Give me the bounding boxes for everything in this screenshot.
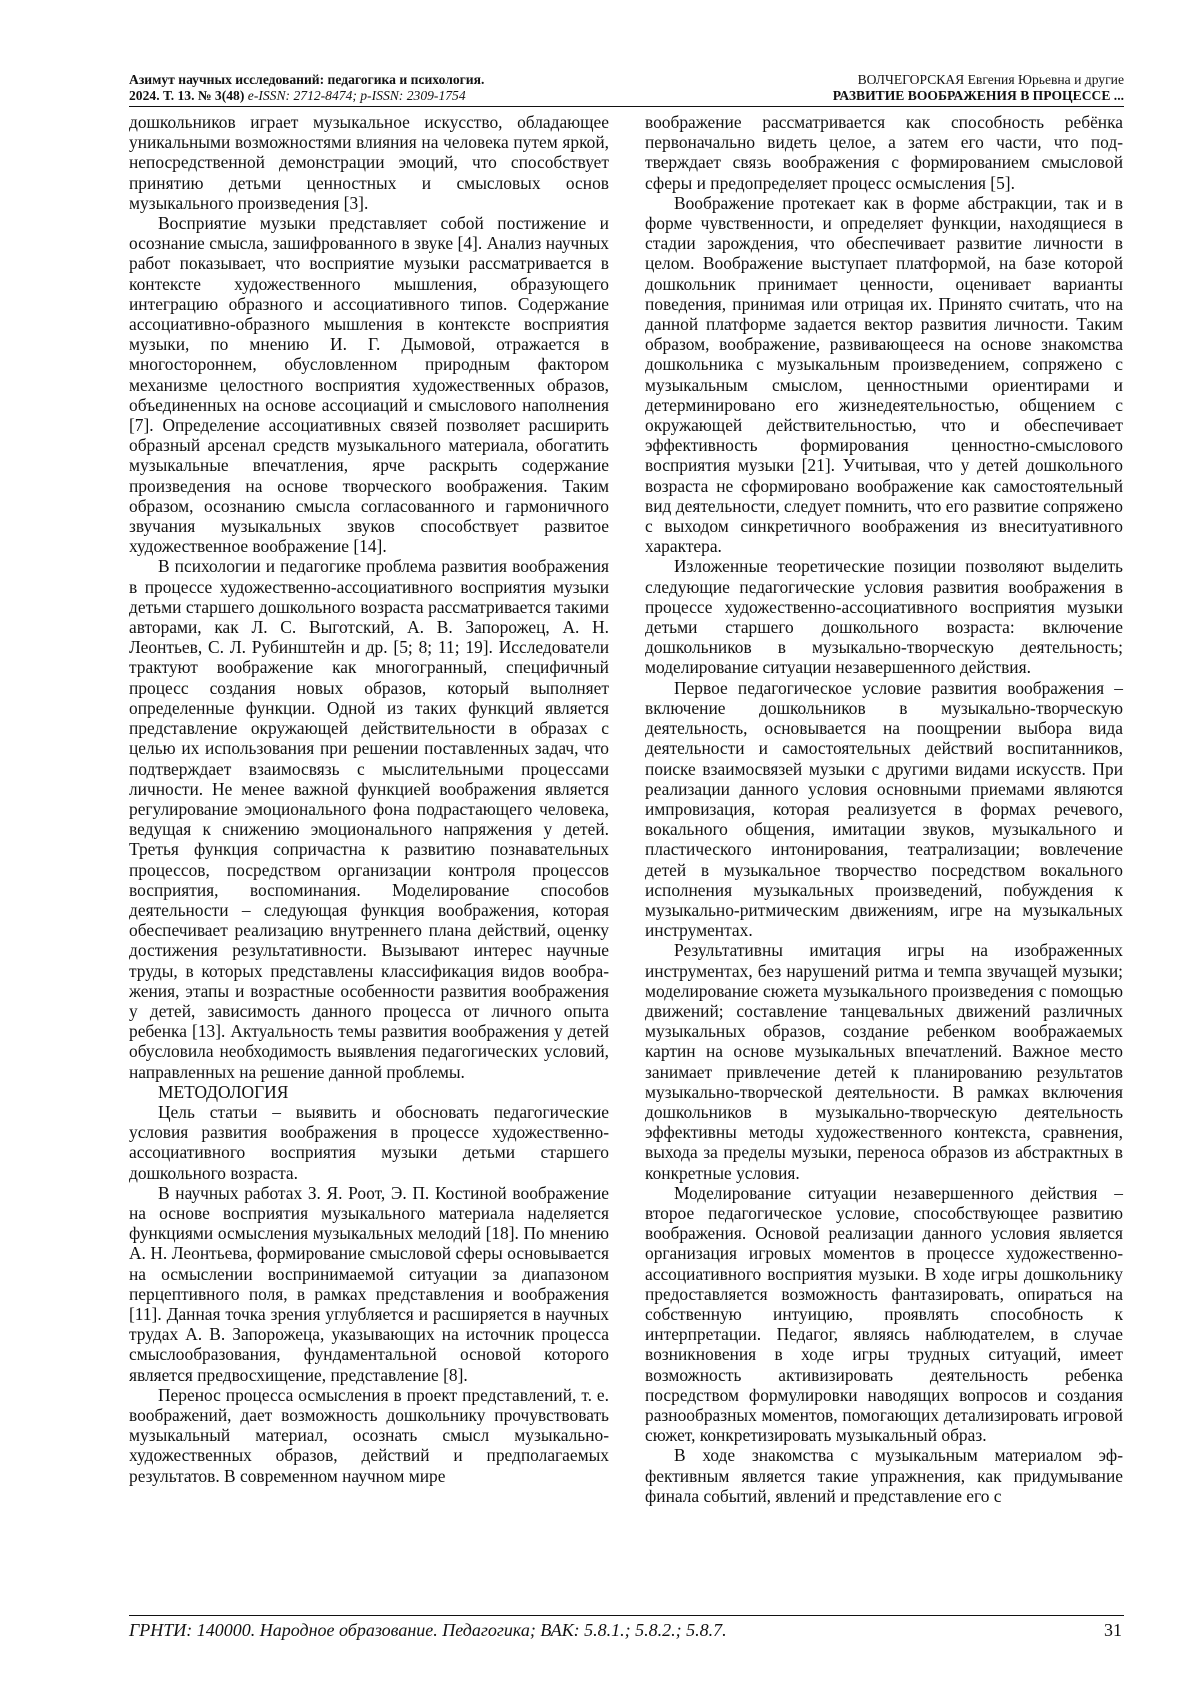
paragraph: дошкольников играет музыкальное искусство, обладающее уникальными возможностями влияния на человека путем яркой, непосредственной демонстрации эмоций, что способствует принятию детьми ценностных и смысловых основ музыкального произведения [3]. — [129, 112, 609, 213]
footer-divider — [129, 1615, 1124, 1616]
paragraph: Восприятие музыки представляет собой постижение и осознание смысла, зашифрованного в звуке [4]. Анализ научных работ показывает, что восприятие музыки рассматривается в контексте художественного мышления, образующего интеграцию образного и ассоциативного типов. Содержание ассоциативно-образного мышления в контексте восприятия музыки, по мнению И. Г. Дымовой, отражается в многостороннем, обусловленном природным фактором механизме целостного восприятия художественных образов, объединенных на основе ассоциаций и смыслового наполнения [7]. Определение ассоциативных связей позволяет расширить образный арсенал средств музыкального материала, обогатить музыкальные впечатления, ярче раскрыть содержание произведения на основе творческого воображения. Таким образом, осознанию смысла согласованного и гармоничного звучания музыкальных звуков способствует развитое художественное воображение [14]. — [129, 213, 609, 557]
paragraph: Моделирование ситуации незавершенного действия – второе педагогическое условие, способствующее развитию воображения. Основой реализации данного условия является организация игровых моментов в процессе художественно-ассоциативного восприятия музыки. В ходе игры дошкольнику предоставляется возможность фантазировать, опираться на собственную интуицию, проявлять способность к интерпретации. Педагог, являясь наблюдателем, в случае возникновения в ходе игры трудных ситуаций, имеет возможность активизировать деятельность ребенка посредством формулировки наводящих вопросов и создания разнообразных моментов, помогающих детализировать игровой сюжет, конкретизировать музыкальный образ. — [645, 1182, 1123, 1446]
article-short-title: РАЗВИТИЕ ВООБРАЖЕНИЯ В ПРОЦЕССЕ ... — [832, 88, 1124, 103]
running-header-left — [129, 72, 599, 104]
issn-info: e-ISSN: 2712-8474; p-ISSN: 2309-1754 — [247, 88, 466, 103]
page-number: 31 — [1104, 1620, 1122, 1640]
right-column — [645, 112, 1123, 1506]
paragraph: Первое педагогическое условие развития воображения – включение дошкольников в музыкально-творческую деятельность, основывается на поощрении выбора вида деятельности и самостоятельных действий воспитанников, поиске взаимосвязей музыки с другими видами искусств. При реализации данного условия основными приемами являются импровизация, которая реализуется в формах речевого, вокального общения, имитации звуков, музыкального и пластического интонирования, театрализации; вовлечение детей в музыкальное творчество посредством вокального исполнения музыкальных произведений, побуждения к музыкально-ритмическим движениям, игре на музыкальных инструментах. — [645, 677, 1123, 941]
paragraph: В научных работах З. Я. Роот, Э. П. Костиной воображение на основе восприятия музыкального материала наделяется функциями осмысления музыкальных мелодий [18]. По мнению А. Н. Леонтьева, формирование смысловой сферы основывается на осмыслении воспринимаемой ситуации за диапазоном перцептивного поля, в рамках представления и воображения [11]. Данная точка зрения углубляется и расширяется в научных трудах А. В. Запорожеца, указывающих на источник процесса смыслообразования, фундаментальной основой которого является предвосхищение, представление [8]. — [129, 1182, 609, 1385]
paragraph: воображение рассматривается как способность ребёнка первоначально видеть целое, а затем его части, что подтверждает связь воображения с формированием смысловой сферы и предопределяет процесс осмысления [5]. — [645, 112, 1123, 193]
running-header-right — [654, 72, 1124, 104]
left-column — [129, 112, 609, 1486]
paragraph: В психологии и педагогике проблема развития воображения в процессе художественно-ассоциативного восприятия музыки детьми старшего дошкольного возраста рассматривается такими авторами, как Л. С. Выготский, А. В. Запорожец, А. Н. Леонтьев, С. Л. Рубинштейн и др. [5; 8; 11; 19]. Исследователи трактуют воображение как многогранный, специфичный процесс создания новых образов, который выполняет определенные функции. Одной из таких функций является представление окружающей действительности в образах с целью их использования при решении поставленных задач, что подтверждает взаимосвязь с мыслительными процессами личности. Не менее важной функцией воображения является регулирование эмоционального фона подрастающего человека, ведущая к снижению эмоционального напряжения у детей. Третья функция сопричастна к развитию познавательных процессов, посредством организации контроля процессов восприятия, воспоминания. Моделирование способов деятельности – следующая функция воображения, которая обеспечивает реализацию внутреннего плана действий, оценку достижения результативности. Вызывают интерес научные труды, в которых представлены классификация видов воображения, этапы и возрастные особенности развития воображения у детей, зависимость данного процесса от личного опыта ребенка [13]. Актуальность темы развития воображения у детей обусловила необходимость выявления педагогических условий, направленных на решение данной проблемы. — [129, 556, 609, 1082]
footer-classification: ГРНТИ: 140000. Народное образование. Педагогика; ВАК: 5.8.1.; 5.8.2.; 5.8.7. — [129, 1620, 727, 1640]
header-divider — [129, 106, 1124, 107]
paragraph: В ходе знакомства с музыкальным материалом эффективным является такие упражнения, как придумывание финала событий, явлений и представление его с — [645, 1445, 1123, 1506]
authors: ВОЛЧЕГОРСКАЯ Евгения Юрьевна и другие — [857, 72, 1124, 87]
paragraph: Воображение протекает как в форме абстракции, так и в форме чувственности, и определяет функции, находящиеся в стадии зарождения, что обеспечивает развитие личности в целом. Воображение выступает платформой, на базе которой дошкольник принимает ценности, оценивает варианты поведения, принимая или отрицая их. Принято считать, что на данной платформе задается вектор развития личности. Таким образом, воображение, развивающееся на основе знакомства дошкольника с музыкальным произведением, сопряжено с музыкальным смыслом, ценностными ориентирами и детерминировано его жизнедеятельностью, общением с окружающей действительностью, что и обеспечивает эффективность формирования ценностно-смыслового восприятия музыки [21]. Учитывая, что у детей дошкольного возраста не сформировано воображение как самостоятельный вид деятельности, следует помнить, что его развитие сопряжено с выходом синкретичного воображения из внеситуативного характера. — [645, 192, 1123, 557]
paragraph: Перенос процесса осмысления в проект представлений, т. е. воображений, дает возможность дошкольнику прочувствовать музыкальный материал, осознать смысл музыкально-художественных образов, действий и предполагаемых результатов. В современном научном мире — [129, 1384, 609, 1486]
journal-name: Азимут научных исследований: педагогика и психология. — [129, 72, 485, 87]
paragraph: Изложенные теоретические позиции позволяют выделить следующие педагогические условия развития воображения в процессе художественно-ассоциативного восприятия музыки детьми старшего дошкольного возраста: включение дошкольников в музыкально-творческую деятельность; моделирование ситуации незавершенного действия. — [645, 556, 1123, 678]
issue-info: 2024. Т. 13. № 3(48) — [129, 88, 245, 103]
paragraph: Результативны имитация игры на изображенных инструментах, без нарушений ритма и темпа звучащей музыки; моделирование сюжета музыкального произведения с помощью движений; составление танцевальных движений различных музыкальных образов, создание ребенком воображаемых картин на основе музыкальных впечатлений. Важное место занимает привлечение детей к планированию результатов музыкально-творческой деятельности. В рамках включения дошкольников в музыкально-творческую деятельность эффективны методы художественного контекста, сравнения, выхода за пределы музыки, переноса образов из абстрактных в конкретные условия. — [645, 940, 1123, 1183]
paragraph: Цель статьи – выявить и обосновать педагогические условия развития воображения в процессе художественно-ассоциативного восприятия музыки детьми старшего дошкольного возраста. — [129, 1101, 609, 1183]
section-heading: МЕТОДОЛОГИЯ — [158, 1081, 289, 1102]
